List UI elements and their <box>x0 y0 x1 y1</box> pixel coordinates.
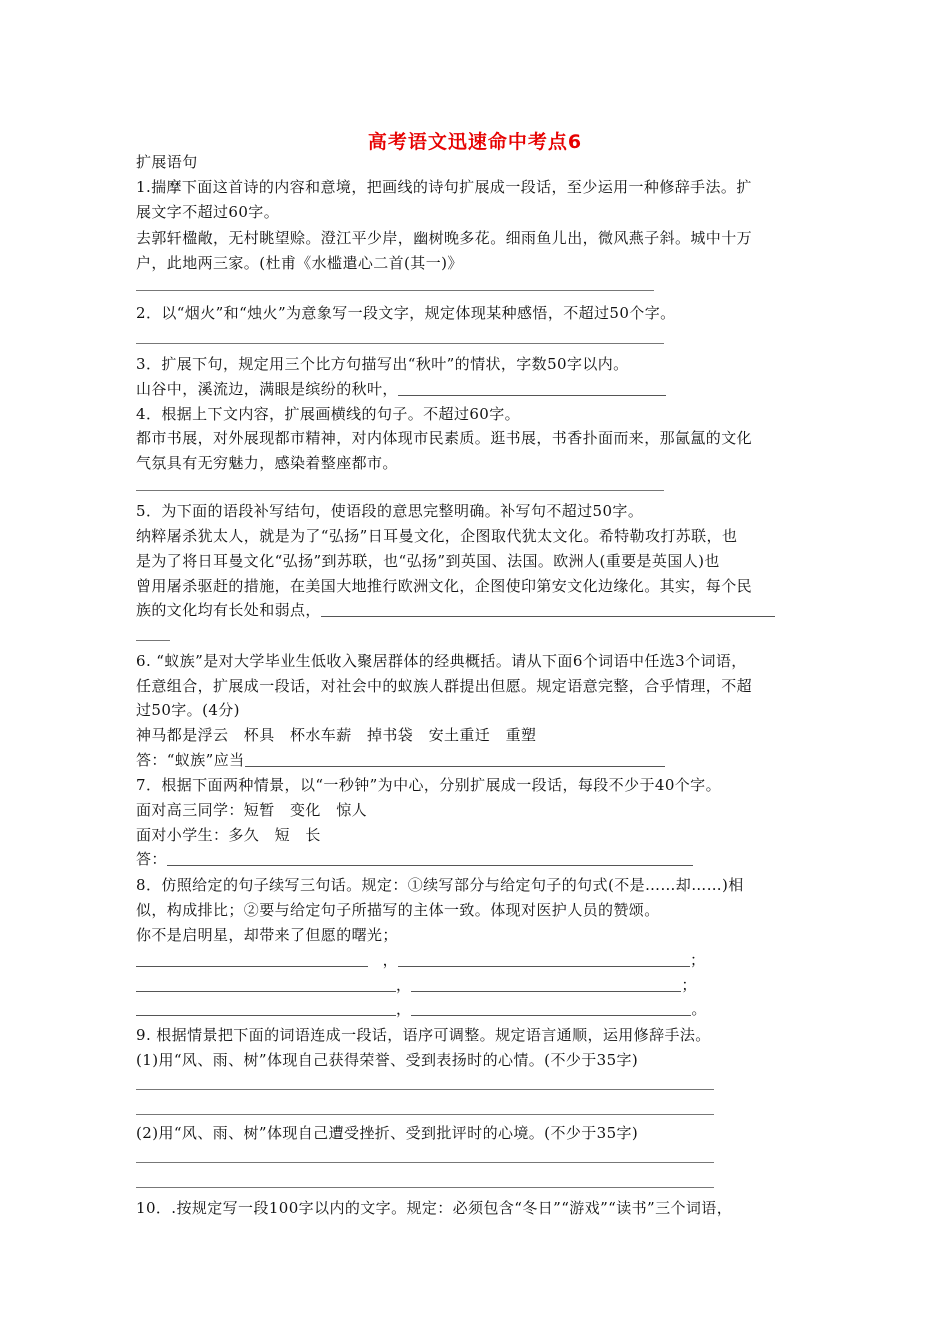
q8-prompt-line1: 8．仿照给定的句子续写三句话。规定：①续写部分与给定句子的句式(不是……却……)相 <box>136 876 744 894</box>
q9-2-answer-line-2[interactable] <box>136 1187 714 1188</box>
q4-text-line2: 气氛具有无穷魅力，感染着整座都市。 <box>136 454 398 472</box>
q6-prompt-line2: 任意组合，扩展成一段话，对社会中的蚁族人群提出但愿。规定语意完整，合乎情理，不超 <box>136 677 753 695</box>
q3-stem: 山谷中，溪流边，满眼是缤纷的秋叶， <box>136 379 666 399</box>
section-heading: 扩展语句 <box>136 153 198 171</box>
q8-fill-row-2: ， ； <box>136 975 697 995</box>
q9-subquestion-2: (2)用“风、雨、树”体现自己遭受挫折、受到批评时的心境。(不少于35字) <box>136 1124 639 1142</box>
q9-2-answer-line-1[interactable] <box>136 1162 714 1163</box>
q8-blank-3b[interactable] <box>411 1015 691 1016</box>
q5-text-line2: 是为了将日耳曼文化“弘扬”到苏联，也“弘扬”到英国、法国。欧洲人(重要是英国人)也 <box>136 552 720 570</box>
q5-answer-blank[interactable] <box>321 616 775 617</box>
q8-example: 你不是启明星，却带来了但愿的曙光； <box>136 926 398 944</box>
q9-1-answer-line-1[interactable] <box>136 1089 714 1090</box>
q8-blank-1b[interactable] <box>398 966 690 967</box>
q2-prompt: 2．以“烟火”和“烛火”为意象写一段文字，规定体现某种感悟，不超过50个字。 <box>136 304 676 322</box>
q6-prompt-line3: 过50字。(4分) <box>136 701 240 719</box>
q4-text-line1: 都市书展，对外展现都市精神，对内体现市民素质。逛书展，书香扑面而来，那氤氲的文化 <box>136 429 753 447</box>
q8-fill-row-1: ， ； <box>136 950 705 970</box>
q8-fill-row-3: ， 。 <box>136 999 707 1019</box>
q7-prompt: 7．根据下面两种情景，以“一秒钟”为中心，分别扩展成一段话，每段不少于40个字。 <box>136 776 721 794</box>
page-title: 高考语文迅速命中考点6 <box>367 131 583 153</box>
q1-poem-line1: 去郭轩楹敞，无村眺望赊。澄江平少岸，幽树晚多花。细雨鱼儿出，微风燕子斜。城中十万 <box>136 229 753 247</box>
q9-subquestion-1: (1)用“风、雨、树”体现自己获得荣誉、受到表扬时的心情。(不少于35字) <box>136 1051 639 1069</box>
q6-word-list: 神马都是浮云 杯具 杯水车薪 掉书袋 安土重迁 重塑 <box>136 726 537 744</box>
q5-text-line4: 族的文化均有长处和弱点， <box>136 600 775 620</box>
q7-scenario-1: 面对高三同学：短暂 变化 惊人 <box>136 801 368 819</box>
q3-answer-blank[interactable] <box>398 395 666 396</box>
q1-poem-line2: 户，此地两三家。(杜甫《水槛遣心二首(其一)》 <box>136 254 463 272</box>
q7-answer-blank[interactable] <box>167 865 693 866</box>
q5-text-line1: 纳粹屠杀犹太人，就是为了“弘扬”日耳曼文化，企图取代犹太文化。希特勒攻打苏联，也 <box>136 527 738 545</box>
q8-blank-3a[interactable] <box>136 1015 396 1016</box>
q1-prompt-line2: 展文字不超过60字。 <box>136 203 280 221</box>
q8-blank-2b[interactable] <box>411 991 681 992</box>
q6-prompt-line1: 6. “蚁族”是对大学毕业生低收入聚居群体的经典概括。请从下面6个词语中任选3个词语， <box>136 652 747 670</box>
q5-answer-blank-cont[interactable] <box>136 640 170 641</box>
q7-answer: 答： <box>136 849 693 869</box>
q6-answer: 答：“蚁族”应当 <box>136 750 665 770</box>
q10-prompt: 10．.按规定写一段100字以内的文字。规定：必须包含“冬日”“游戏”“读书”三个词语， <box>136 1199 733 1217</box>
q5-prompt: 5．为下面的语段补写结句，使语段的意思完整明确。补写句不超过50字。 <box>136 502 644 520</box>
q5-text-line3: 曾用屠杀驱赶的措施，在美国大地推行欧洲文化，企图使印第安文化边缘化。其实，每个民 <box>136 577 753 595</box>
q1-prompt-line1: 1.揣摩下面这首诗的内容和意境，把画线的诗句扩展成一段话，至少运用一种修辞手法。扩 <box>136 178 752 196</box>
q2-answer-line[interactable] <box>136 343 664 344</box>
q8-blank-1a[interactable] <box>136 966 368 967</box>
q3-prompt: 3．扩展下句，规定用三个比方句描写出“秋叶”的情状，字数50字以内。 <box>136 355 629 373</box>
q9-prompt: 9. 根据情景把下面的词语连成一段话，语序可调整。规定语言通顺，运用修辞手法。 <box>136 1026 711 1044</box>
q8-blank-2a[interactable] <box>136 991 396 992</box>
q4-answer-line[interactable] <box>136 490 664 491</box>
q4-prompt: 4．根据上下文内容，扩展画横线的句子。不超过60字。 <box>136 405 521 423</box>
q9-1-answer-line-2[interactable] <box>136 1114 714 1115</box>
q8-prompt-line2: 似，构成排比；②要与给定句子所描写的主体一致。体现对医护人员的赞颂。 <box>136 901 660 919</box>
q7-scenario-2: 面对小学生：多久 短 长 <box>136 826 321 844</box>
q1-answer-line[interactable] <box>136 290 654 291</box>
q6-answer-blank[interactable] <box>245 766 665 767</box>
